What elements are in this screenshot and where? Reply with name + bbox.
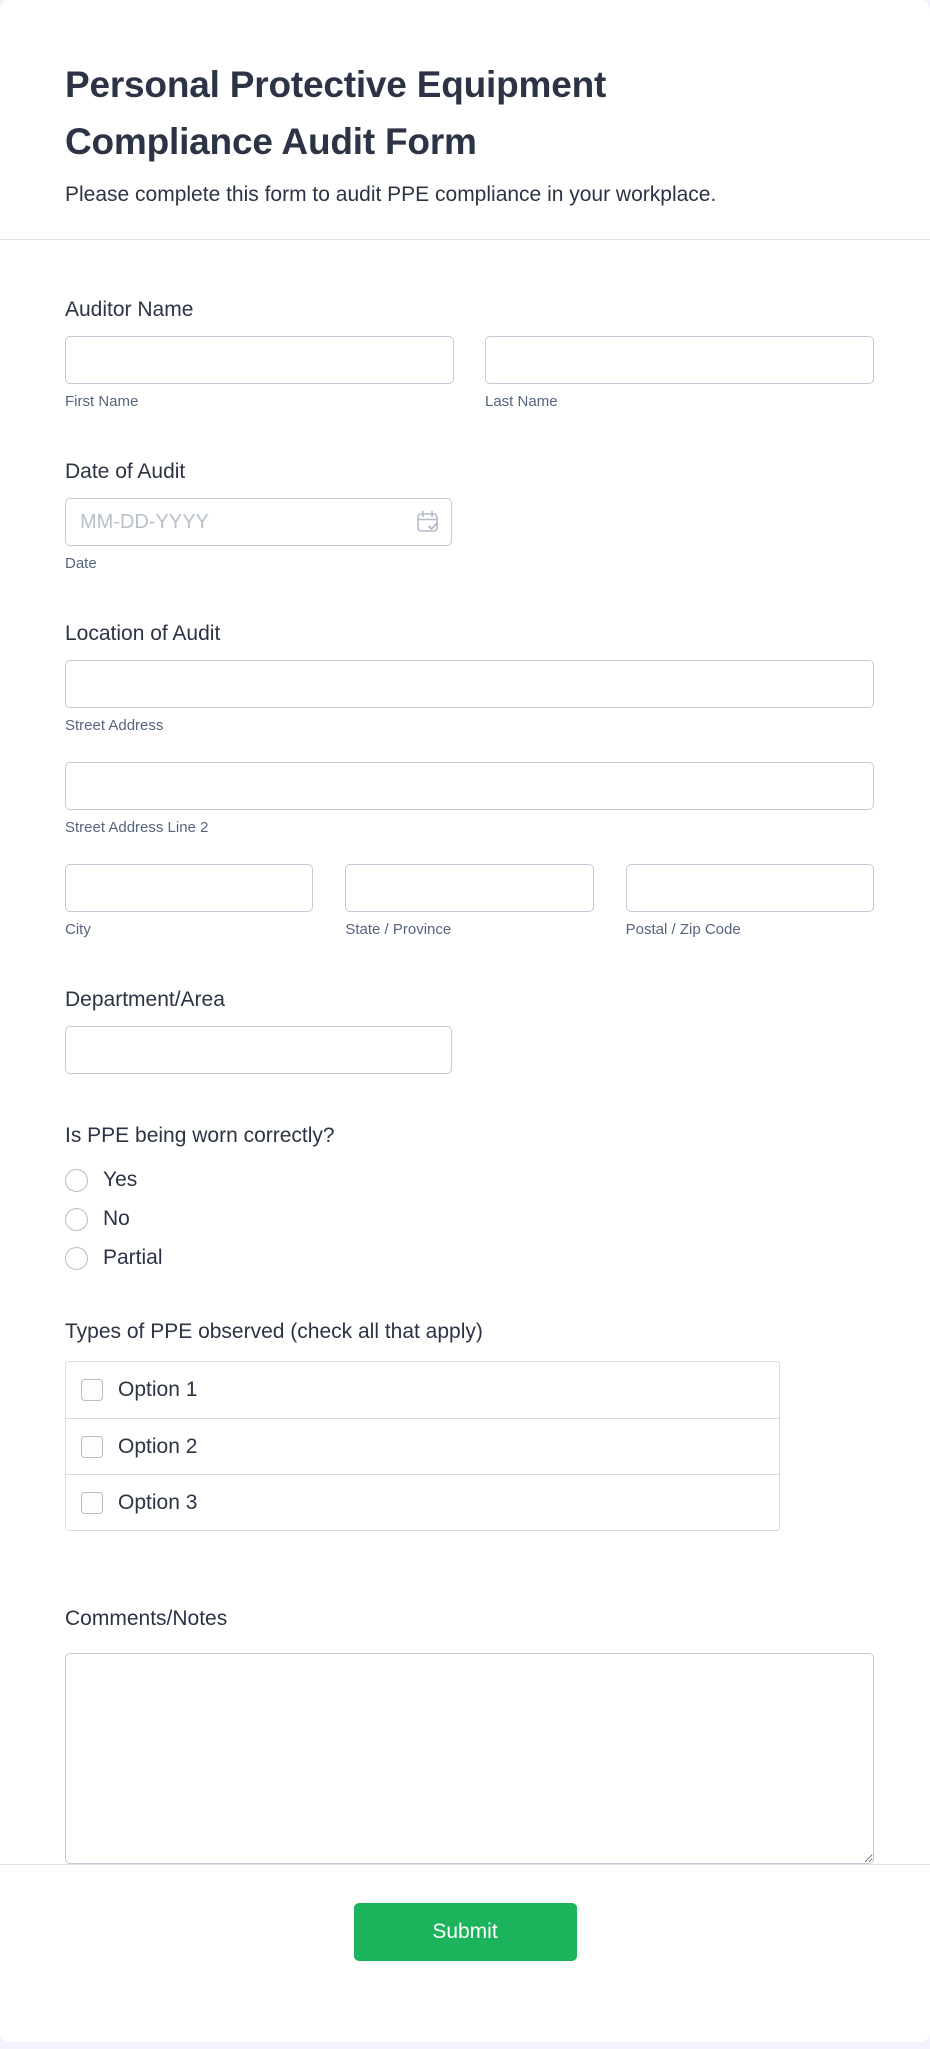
question-date-of-audit [65,459,874,572]
checkbox-icon[interactable] [81,1379,103,1401]
form-header [0,0,930,208]
question-comments [65,1606,874,1864]
question-ppe-worn [65,1123,874,1270]
checkbox-icon[interactable] [81,1436,103,1458]
date-of-audit-label: Date of Audit [65,460,186,483]
ppe-worn-radio-group [65,1168,874,1270]
form-title [65,56,865,170]
street-address2-input[interactable] [65,762,874,810]
form-footer [0,1865,930,1961]
form-body [0,240,930,1864]
ppe-types-label: Types of PPE observed (check all that apply) [65,1320,483,1343]
ppe-worn-label: Is PPE being worn correctly? [65,1124,335,1147]
radio-icon[interactable] [65,1208,88,1231]
calendar-check-icon[interactable] [416,510,439,535]
comments-label: Comments/Notes [65,1607,228,1630]
form-title-line1: Personal Protective Equipment [65,64,607,105]
radio-option-partial[interactable] [65,1246,874,1270]
submit-button[interactable]: Submit [354,1903,577,1961]
postal-input[interactable] [626,864,874,912]
radio-icon[interactable] [65,1247,88,1270]
state-sublabel: State / Province [345,921,452,938]
last-name-input[interactable] [485,336,874,384]
first-name-input[interactable] [65,336,454,384]
street-address2-sublabel: Street Address Line 2 [65,819,209,836]
street-address-sublabel: Street Address [65,717,164,734]
form-subtitle: Please complete this form to audit PPE compliance in your workplace. [65,183,717,206]
location-label: Location of Audit [65,622,221,645]
street-address-input[interactable] [65,660,874,708]
city-sublabel: City [65,921,91,938]
checkbox-row-option-1[interactable] [66,1362,779,1418]
date-input[interactable] [65,498,452,546]
postal-sublabel: Postal / Zip Code [625,921,741,938]
city-input[interactable] [65,864,313,912]
state-input[interactable] [345,864,593,912]
checkbox-row-option-2[interactable] [66,1418,779,1474]
first-name-sublabel: First Name [65,393,139,410]
department-input[interactable] [65,1026,452,1074]
question-department [65,987,874,1074]
date-sublabel: Date [65,555,97,572]
question-auditor-name [65,297,874,410]
form-title-line2: Compliance Audit Form [65,121,477,162]
checkbox-label-option-3: Option 3 [118,1490,198,1514]
question-location [65,621,874,938]
checkbox-icon[interactable] [81,1492,103,1514]
question-ppe-types [65,1319,874,1531]
radio-icon[interactable] [65,1169,88,1192]
last-name-sublabel: Last Name [485,393,558,410]
checkbox-row-option-3[interactable] [66,1474,779,1530]
radio-option-yes[interactable] [65,1168,874,1192]
comments-textarea[interactable] [65,1653,874,1864]
checkbox-label-option-1: Option 1 [118,1378,198,1401]
auditor-name-label: Auditor Name [65,298,194,321]
department-label: Department/Area [65,988,225,1011]
radio-option-no[interactable] [65,1207,874,1231]
radio-label-partial: Partial [103,1246,163,1269]
radio-label-no: No [103,1207,130,1230]
checkbox-label-option-2: Option 2 [118,1434,198,1458]
radio-label-yes: Yes [103,1168,138,1191]
ppe-types-checkbox-table [65,1361,780,1531]
